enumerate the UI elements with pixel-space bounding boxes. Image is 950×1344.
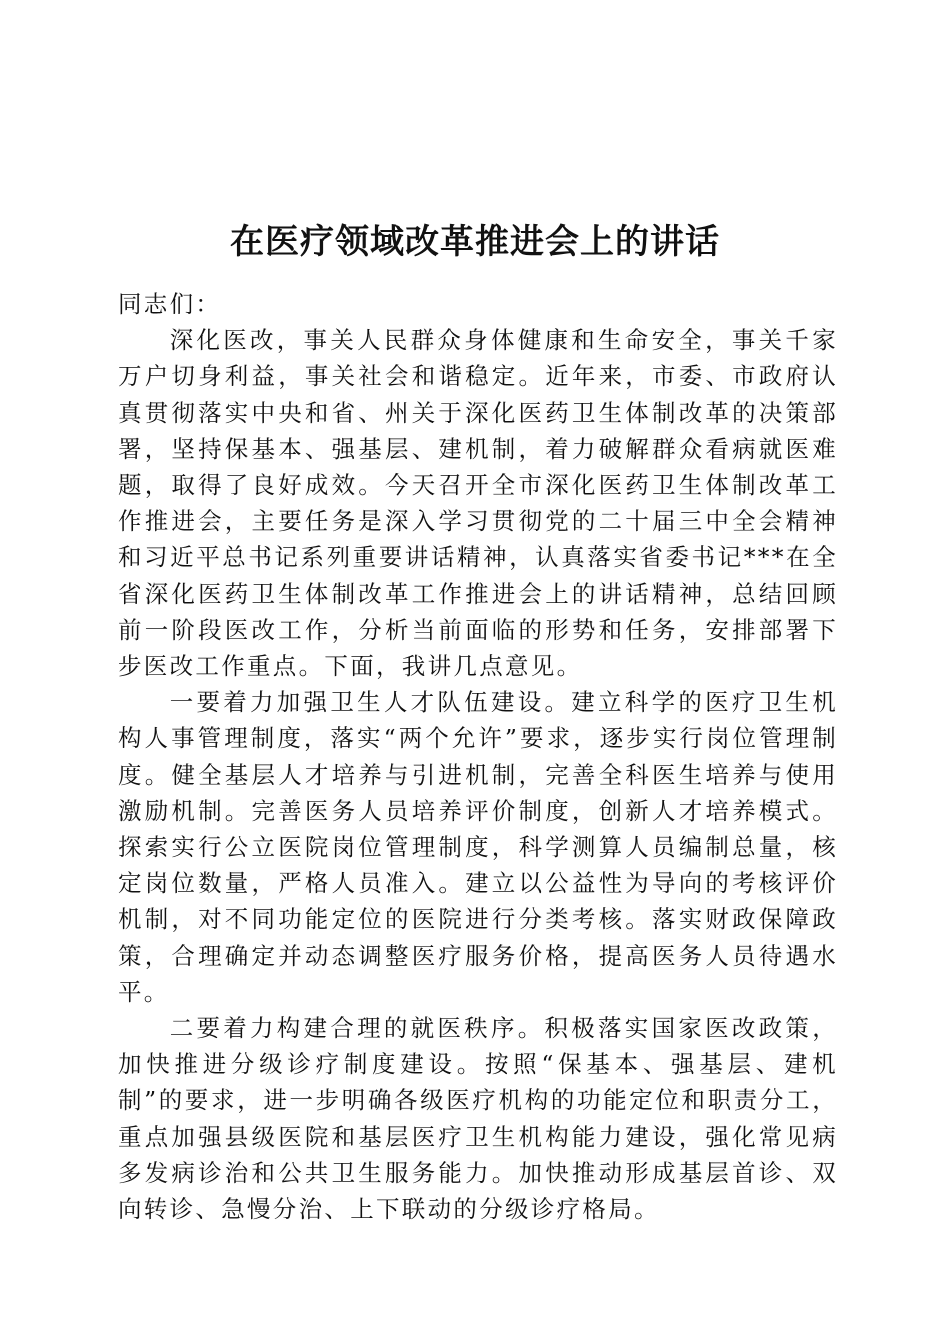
paragraph-talent-team: 一要着力加强卫生人才队伍建设。建立科学的医疗卫生机构人事管理制度，落实“两个允许”要求，逐步实行岗位管理制度。健全基层人才培养与引进机制，完善全科医生培养与使用激励机制。完善医务人员培养评价制度，创新人才培养模式。探索实行公立医院岗位管理制度，科学测算人员编制总量，核定岗位数量，严格人员准入。建立以公益性为导向的考核评价机制，对不同功能定位的医院进行分类考核。落实财政保障政策，合理确定并动态调整医疗服务价格，提高医务人员待遇水平。 xyxy=(118,688,838,1006)
paragraph-intro: 深化医改，事关人民群众身体健康和生命安全，事关千家万户切身利益，事关社会和谐稳定。近年来，市委、市政府认真贯彻落实中央和省、州关于深化医药卫生体制改革的决策部署，坚持保基本、强基层、建机制，着力破解群众看病就医难题，取得了良好成效。今天召开全市深化医药卫生体制改革工作推进会，主要任务是深入学习贯彻党的二十届三中全会精神和习近平总书记系列重要讲话精神，认真落实省委书记***在全省深化医药卫生体制改革工作推进会上的讲话精神，总结回顾前一阶段医改工作，分析当前面临的形势和任务，安排部署下步医改工作重点。下面，我讲几点意见。 xyxy=(118,326,838,681)
document-title: 在医疗领域改革推进会上的讲话 xyxy=(230,221,720,262)
document-body xyxy=(118,286,838,1227)
salutation: 同志们： xyxy=(118,290,222,318)
paragraph-medical-order: 二要着力构建合理的就医秩序。积极落实国家医改政策，加快推进分级诊疗制度建设。按照“保基本、强基层、建机制”的要求，进一步明确各级医疗机构的功能定位和职责分工，重点加强县级医院和基层医疗卫生机构能力建设，强化常见病多发病诊治和公共卫生服务能力。加快推动形成基层首诊、双向转诊、急慢分治、上下联动的分级诊疗格局。 xyxy=(118,1014,838,1224)
